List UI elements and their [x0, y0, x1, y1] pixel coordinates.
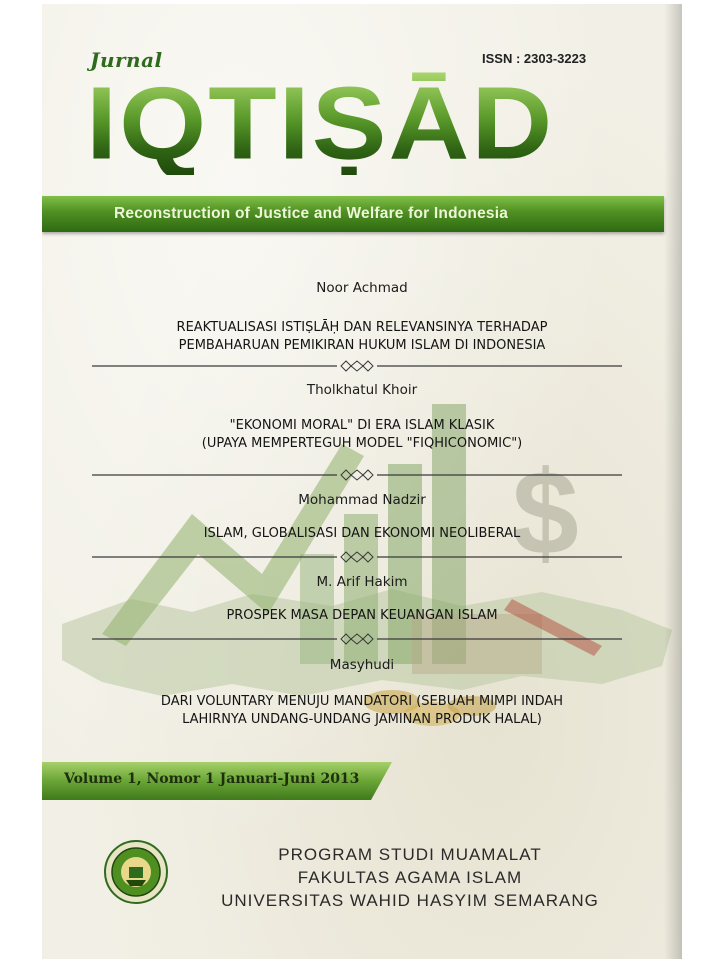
article-author: Masyhudi — [329, 657, 395, 673]
article-title-line: DARI VOLUNTARY MENUJU MANDATORI (SEBUAH MIMPI INDAH — [160, 694, 564, 709]
article-title — [42, 607, 682, 625]
article-author: Noor Achmad — [316, 280, 408, 296]
publisher-block — [210, 845, 610, 911]
article-title — [42, 693, 682, 729]
publisher-line: UNIVERSITAS WAHID HASYIM SEMARANG — [221, 891, 599, 910]
article-title — [42, 417, 682, 453]
publisher-line: FAKULTAS AGAMA ISLAM — [297, 868, 523, 887]
publisher-line: PROGRAM STUDI MUAMALAT — [278, 845, 542, 864]
article-title-line: PEMBAHARUAN PEMIKIRAN HUKUM ISLAM DI INDONESIA — [178, 338, 546, 353]
divider-ornament-icon — [92, 632, 622, 646]
university-seal-icon — [104, 840, 168, 904]
journal-cover — [42, 4, 682, 959]
article-title-line: ISLAM, GLOBALISASI DAN EKONOMI NEOLIBERAL — [203, 526, 521, 541]
article-title-line: REAKTUALISASI ISTIṢLĀḤ DAN RELEVANSINYA TERHADAP — [176, 320, 548, 335]
article-author: Tholkhatul Khoir — [306, 382, 418, 398]
article-title-line: "EKONOMI MORAL" DI ERA ISLAM KLASIK — [229, 418, 495, 433]
article-title — [42, 525, 682, 543]
article-title-line: PROSPEK MASA DEPAN KEUANGAN ISLAM — [226, 608, 498, 623]
journal-title: IQTIṢĀD — [86, 72, 646, 175]
article-author: M. Arif Hakim — [316, 574, 408, 590]
issn-number: ISSN : 2303-3223 — [482, 51, 587, 66]
journal-tagline: Reconstruction of Justice and Welfare for Indonesia — [114, 205, 509, 222]
journal-prefix: Jurnal — [90, 48, 163, 72]
divider-ornament-icon — [92, 468, 622, 482]
divider-ornament-icon — [92, 550, 622, 564]
article-title-line: (UPAYA MEMPERTEGUH MODEL "FIQHICONOMIC") — [201, 436, 523, 451]
dollar-sign: $ — [512, 446, 579, 580]
article-title-line: LAHIRNYA UNDANG-UNDANG JAMINAN PRODUK HALAL) — [182, 712, 542, 727]
article-title — [42, 319, 682, 355]
divider-ornament-icon — [92, 359, 622, 373]
article-author: Mohammad Nadzir — [298, 492, 426, 508]
volume-issue: Volume 1, Nomor 1 Januari-Juni 2013 — [64, 771, 360, 787]
